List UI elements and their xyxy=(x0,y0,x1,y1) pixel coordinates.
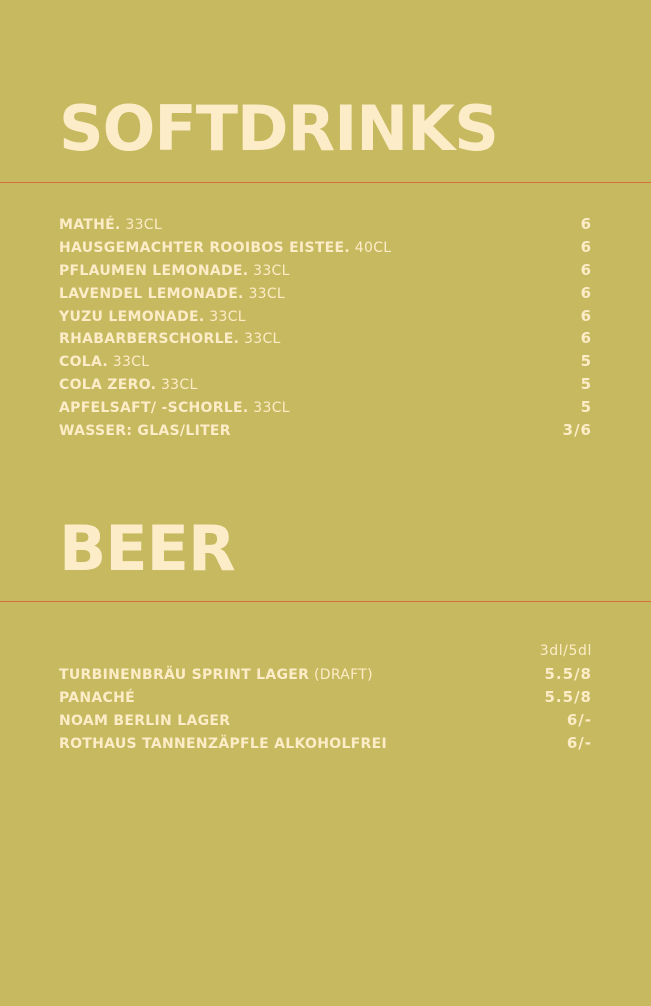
menu-item-cola-zero xyxy=(59,375,592,398)
item-price: 5 xyxy=(580,375,592,394)
menu-item-lavendel-lemonade xyxy=(59,284,592,307)
menu-item-cola xyxy=(59,352,592,375)
item-price: 6 xyxy=(580,283,592,302)
item-size: 33CL xyxy=(204,308,246,325)
item-size: 33CL xyxy=(248,400,290,417)
item-size: 33CL xyxy=(243,285,286,302)
menu-item-wasser xyxy=(59,421,592,444)
item-name: PFLAUMEN LEMONADE. xyxy=(59,262,249,279)
item-price: 6 xyxy=(580,237,592,256)
item-size: 33CL xyxy=(120,217,162,233)
beer-list xyxy=(59,665,592,757)
beer-title: BEER xyxy=(59,512,235,585)
menu-item-pflaumen-lemonade xyxy=(59,261,592,284)
item-size: 33CL xyxy=(239,331,281,348)
item-price: 3/6 xyxy=(562,421,592,440)
item-name: WASSER: GLAS/LITER xyxy=(59,423,231,440)
item-name: LAVENDEL LEMONADE. xyxy=(59,285,244,302)
item-price: 6/- xyxy=(566,710,592,729)
item-name: MATHÉ. xyxy=(59,217,121,233)
item-price: 6 xyxy=(580,329,592,348)
beer-size-header: 3dl/5dl xyxy=(539,643,592,659)
item-size: 33CL xyxy=(108,354,150,371)
item-size: 33CL xyxy=(248,262,290,279)
menu-item-rothaus-alkoholfrei xyxy=(59,734,592,757)
item-price: 6/- xyxy=(566,733,592,752)
item-price: 5.5/8 xyxy=(544,665,592,683)
item-price: 6 xyxy=(580,306,592,325)
item-price: 5 xyxy=(580,398,592,417)
item-name: RHABARBERSCHORLE. xyxy=(59,331,240,348)
item-name: NOAM BERLIN LAGER xyxy=(59,712,231,729)
item-name: PANACHÉ xyxy=(59,689,136,706)
item-name: YUZU LEMONADE. xyxy=(59,308,205,325)
item-price: 6 xyxy=(580,215,592,233)
menu-item-rooibos-eistee xyxy=(59,238,592,261)
item-name: HAUSGEMACHTER ROOIBOS EISTEE. xyxy=(59,239,351,256)
section-divider xyxy=(0,182,651,183)
menu-item-yuzu-lemonade xyxy=(59,307,592,330)
menu-item-noam-berlin-lager xyxy=(59,711,592,734)
menu-item-panache xyxy=(59,688,592,711)
softdrinks-title: SOFTDRINKS xyxy=(59,92,498,165)
menu-item-turbinenbraeu xyxy=(59,665,592,688)
item-name: COLA. xyxy=(59,354,109,371)
item-size: (DRAFT) xyxy=(309,667,373,683)
item-size: 33CL xyxy=(156,377,198,394)
menu-item-apfelsaft xyxy=(59,398,592,421)
item-name: ROTHAUS TANNENZÄPFLE ALKOHOLFREI xyxy=(59,735,387,752)
item-price: 6 xyxy=(580,260,592,279)
item-name: COLA ZERO. xyxy=(59,377,157,394)
item-name: APFELSAFT/ -SCHORLE. xyxy=(59,400,249,417)
item-size: 40CL xyxy=(350,239,392,256)
item-price: 5 xyxy=(580,352,592,371)
item-name: TURBINENBRÄU SPRINT LAGER xyxy=(59,667,310,683)
softdrinks-list xyxy=(59,215,592,444)
menu-item-rhabarberschorle xyxy=(59,329,592,352)
menu-item-mathe xyxy=(59,215,592,238)
section-divider xyxy=(0,601,651,602)
item-price: 5.5/8 xyxy=(544,687,592,706)
